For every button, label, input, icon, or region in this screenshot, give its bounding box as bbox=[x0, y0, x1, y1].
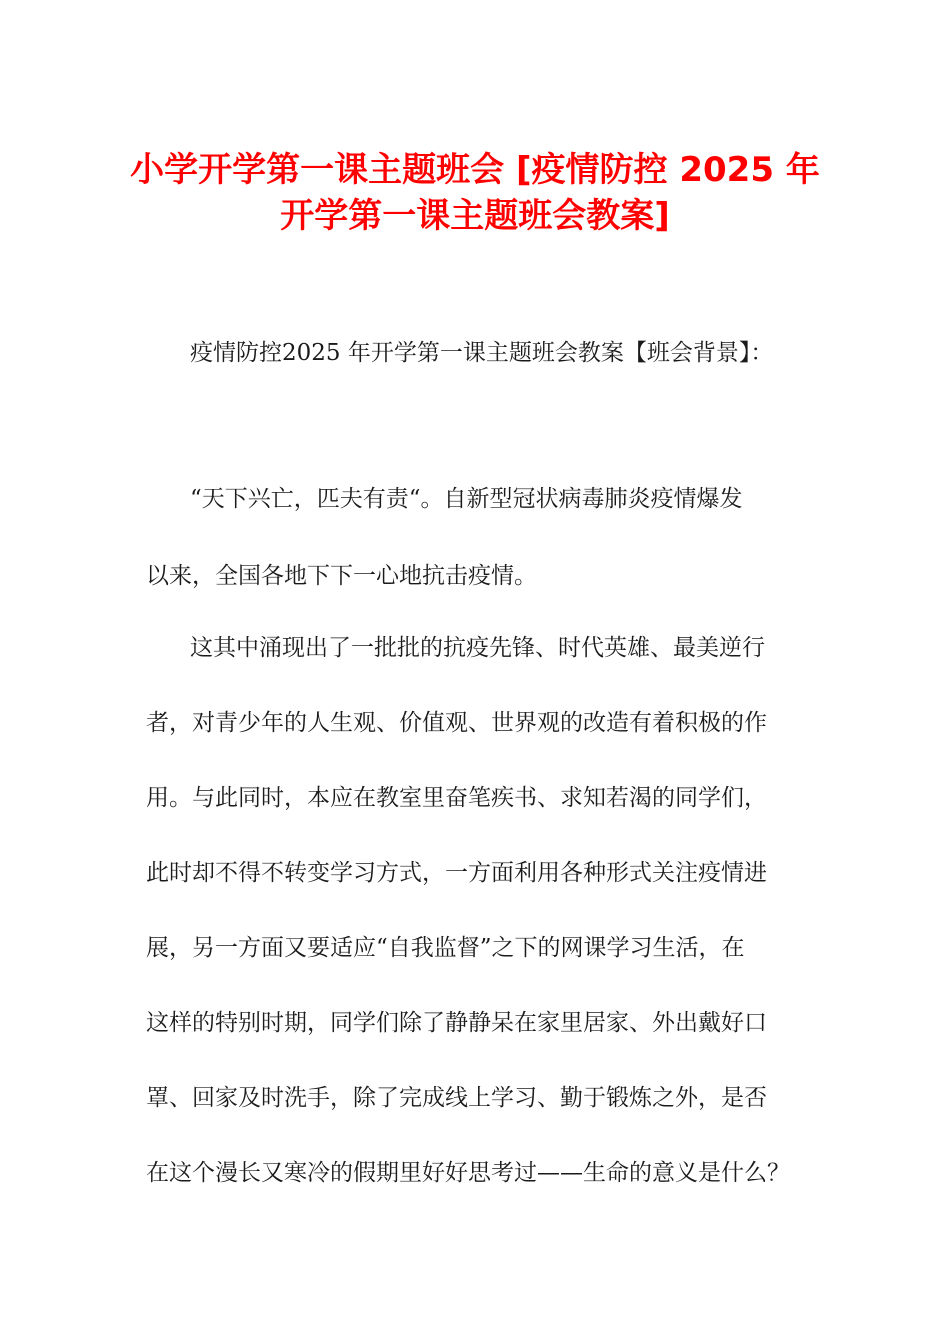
paragraph-line: 用。与此同时，本应在教室里奋笔疾书、求知若渴的同学们， bbox=[146, 785, 767, 811]
document-title-line-1: 小学开学第一课主题班会 [疫情防控 2025 年 bbox=[130, 150, 820, 190]
paragraph-line: 罩、回家及时洗手，除了完成线上学习、勤于锻炼之外，是否 bbox=[146, 1085, 767, 1111]
paragraph-line: 这样的特别时期，同学们除了静静呆在家里居家、外出戴好口 bbox=[146, 1010, 767, 1036]
paragraph-line: 在这个漫长又寒冷的假期里好好思考过——生命的意义是什么？ bbox=[146, 1160, 790, 1186]
paragraph-line: 此时却不得不转变学习方式，一方面利用各种形式关注疫情进 bbox=[146, 860, 767, 886]
document-title-line-2: 开学第一课主题班会教案] bbox=[280, 196, 670, 236]
paragraph-line: 者，对青少年的人生观、价值观、世界观的改造有着积极的作 bbox=[146, 710, 767, 736]
paragraph-line: 以来，全国各地下下一心地抗击疫情。 bbox=[146, 563, 537, 589]
paragraph-line: 这其中涌现出了一批批的抗疫先锋、时代英雄、最美逆行 bbox=[190, 635, 765, 661]
paragraph-line: “天下兴亡，匹夫有责“。自新型冠状病毒肺炎疫情爆发 bbox=[190, 486, 743, 512]
paragraph-line: 展，另一方面又要适应“自我监督”之下的网课学习生活，在 bbox=[146, 935, 745, 961]
section-heading: 疫情防控2025 年开学第一课主题班会教案【班会背景】： bbox=[190, 340, 774, 366]
